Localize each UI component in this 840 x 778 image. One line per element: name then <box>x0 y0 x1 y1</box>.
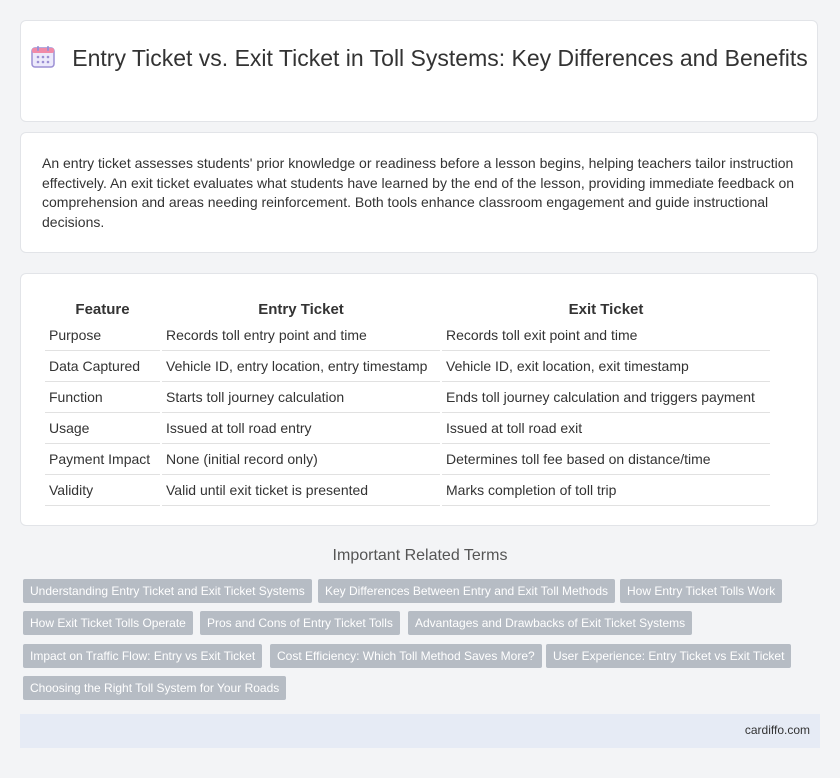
exit-cell: Records toll exit point and time <box>442 320 770 351</box>
related-term-tag[interactable]: Choosing the Right Toll System for Your Roads <box>23 676 286 700</box>
related-term-tag[interactable]: How Exit Ticket Tolls Operate <box>23 611 193 635</box>
entry-cell: Vehicle ID, entry location, entry timestamp <box>162 351 440 382</box>
exit-cell: Determines toll fee based on distance/time <box>442 444 770 475</box>
related-terms-title: Important Related Terms <box>332 547 508 564</box>
feature-cell: Function <box>45 382 160 413</box>
table-row <box>45 382 770 413</box>
entry-cell: Valid until exit ticket is presented <box>162 475 440 506</box>
related-term-tag[interactable]: Impact on Traffic Flow: Entry vs Exit Ticket <box>23 644 262 668</box>
related-term-tag[interactable]: Key Differences Between Entry and Exit Toll Methods <box>318 579 615 603</box>
table-row <box>45 351 770 382</box>
related-term-tag[interactable]: Understanding Entry Ticket and Exit Ticket Systems <box>23 579 312 603</box>
related-term-tag[interactable]: Cost Efficiency: Which Toll Method Saves More? <box>270 644 542 668</box>
exit-cell: Issued at toll road exit <box>442 413 770 444</box>
table-row <box>45 320 770 351</box>
exit-cell: Ends toll journey calculation and triggers payment <box>442 382 770 413</box>
calendar-icon <box>30 45 56 76</box>
entry-cell: None (initial record only) <box>162 444 440 475</box>
table-row <box>45 444 770 475</box>
page-title-wrap <box>21 43 817 76</box>
entry-cell: Issued at toll road entry <box>162 413 440 444</box>
footer-site-link[interactable]: cardiffo.com <box>744 723 810 737</box>
table-row <box>45 413 770 444</box>
intro-paragraph: An entry ticket assesses students' prior knowledge or readiness before a lesson begins, helping teachers tailor instruction effectively. An exit ticket evaluates what students have learned by the end of the lesson, providing immediate feedback on comprehension and areas needing reinforcement. Both tools enhance classroom engagement and guide instructional decisions. <box>42 155 795 230</box>
related-term-tag[interactable]: Advantages and Drawbacks of Exit Ticket Systems <box>408 611 692 635</box>
header-entry-ticket: Entry Ticket <box>258 300 344 318</box>
page-title: Entry Ticket vs. Exit Ticket in Toll Systems: Key Differences and Benefits <box>72 45 808 71</box>
feature-cell: Purpose <box>45 320 160 351</box>
related-term-tag[interactable]: How Entry Ticket Tolls Work <box>620 579 782 603</box>
related-term-tag[interactable]: User Experience: Entry Ticket vs Exit Ticket <box>546 644 791 668</box>
feature-cell: Payment Impact <box>45 444 160 475</box>
feature-cell: Data Captured <box>45 351 160 382</box>
feature-cell: Usage <box>45 413 160 444</box>
entry-cell: Records toll entry point and time <box>162 320 440 351</box>
intro-card <box>20 132 818 253</box>
exit-cell: Marks completion of toll trip <box>442 475 770 506</box>
entry-cell: Starts toll journey calculation <box>162 382 440 413</box>
related-term-tag[interactable]: Pros and Cons of Entry Ticket Tolls <box>200 611 400 635</box>
header-feature: Feature <box>75 300 130 318</box>
table-header-row <box>45 296 770 320</box>
header-exit-ticket: Exit Ticket <box>568 300 644 318</box>
table-row <box>45 475 770 506</box>
comparison-card <box>20 273 818 526</box>
feature-cell: Validity <box>45 475 160 506</box>
footer <box>20 714 820 748</box>
exit-cell: Vehicle ID, exit location, exit timestamp <box>442 351 770 382</box>
header-card <box>20 20 818 122</box>
comparison-table <box>43 296 772 506</box>
